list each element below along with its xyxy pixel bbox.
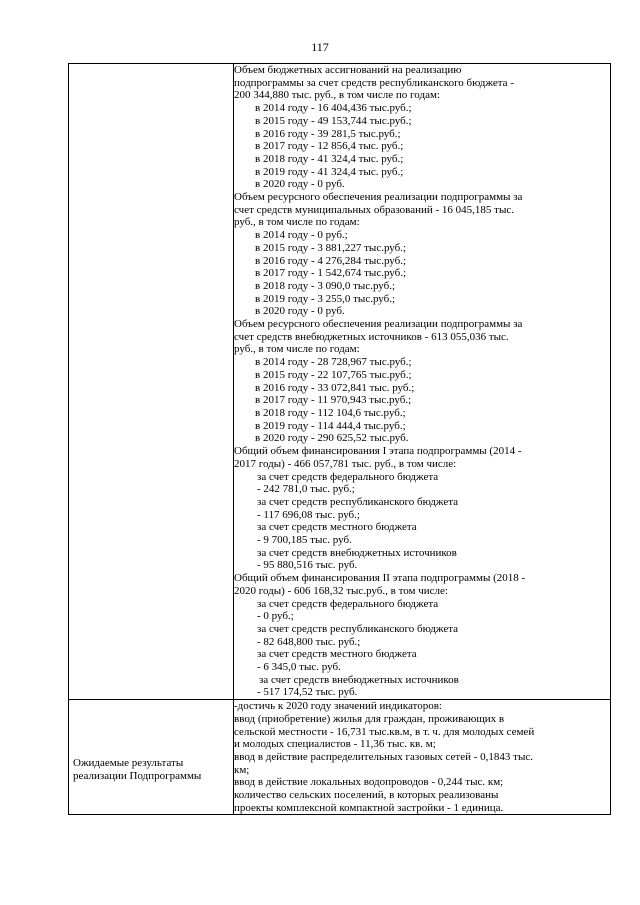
funding-text-line: - 0 руб.; — [257, 610, 294, 623]
funding-text-line: - 242 781,0 тыс. руб.; — [257, 483, 355, 496]
results-text-line: -достичь к 2020 году значений индикаторов: — [234, 700, 442, 713]
funding-text-line: Объем ресурсного обеспечения реализации подпрограммы за — [234, 318, 523, 331]
funding-text-line: в 2020 году - 290 625,52 тыс.руб. — [255, 432, 409, 445]
funding-text-line: - 82 648,800 тыс. руб.; — [257, 635, 361, 648]
funding-text-line: - 95 880,516 тыс. руб. — [257, 559, 358, 572]
funding-text-line: в 2018 году - 41 324,4 тыс. руб.; — [255, 152, 404, 165]
funding-text-line: в 2014 году - 28 728,967 тыс.руб.; — [255, 356, 412, 369]
results-text-line: ввод в действие локальных водопроводов - 0,244 тыс. км; — [234, 776, 504, 789]
funding-text-line: 200 344,880 тыс. руб., в том числе по годам: — [234, 89, 440, 102]
funding-text-line: Общий объем финансирования II этапа подпрограммы (2018 - — [234, 572, 526, 585]
funding-text-line: в 2015 году - 49 153,744 тыс.руб.; — [255, 114, 412, 127]
funding-text-line: - 6 345,0 тыс. руб. — [257, 661, 341, 674]
funding-text-line: руб., в том числе по годам: — [234, 343, 360, 356]
results-text-line: км; — [234, 763, 250, 776]
funding-text-line: в 2018 году - 112 104,6 тыс.руб.; — [255, 406, 406, 419]
row2-label-cell — [69, 700, 234, 815]
funding-text-line: в 2019 году - 3 255,0 тыс.руб.; — [255, 292, 396, 305]
funding-text-line: в 2018 году - 3 090,0 тыс.руб.; — [255, 279, 396, 292]
funding-text-line: в 2020 году - 0 руб. — [255, 305, 345, 318]
funding-text-line: 2017 годы) - 466 057,781 тыс. руб., в том числе: — [234, 457, 457, 470]
results-text-line: ввод (приобретение) жилья для граждан, проживающих в — [234, 712, 505, 725]
funding-text-line: в 2015 году - 22 107,765 тыс.руб.; — [255, 368, 412, 381]
funding-text-line: в 2017 году - 1 542,674 тыс.руб.; — [255, 267, 407, 280]
passport-table — [68, 63, 611, 815]
funding-text-line: за счет средств республиканского бюджета — [257, 622, 459, 635]
funding-text-line: за счет средств республиканского бюджета — [257, 495, 459, 508]
funding-text-line: руб., в том числе по годам: — [234, 216, 360, 229]
funding-text-line: счет средств внебюджетных источников - 613 055,036 тыс. — [234, 330, 509, 343]
row1-content-cell — [234, 64, 611, 700]
funding-text-line: в 2015 году - 3 881,227 тыс.руб.; — [255, 241, 407, 254]
funding-text-line: в 2016 году - 39 281,5 тыс.руб.; — [255, 127, 401, 140]
funding-text-line: - 517 174,52 тыс. руб. — [257, 686, 358, 699]
funding-text-line: подпрограммы за счет средств республиканского бюджета - — [234, 76, 514, 89]
funding-text-line: Объем бюджетных ассигнований на реализацию — [234, 64, 462, 76]
funding-text-line: в 2016 году - 4 276,284 тыс.руб.; — [255, 254, 407, 267]
funding-text-line: - 9 700,185 тыс. руб. — [257, 534, 352, 547]
results-text-line: сельской местности - 16,731 тыс.кв.м, в т. ч. для молодых семей — [234, 725, 535, 738]
funding-text-line: Общий объем финансирования I этапа подпрограммы (2014 - — [234, 445, 522, 458]
row1-label-cell — [69, 64, 234, 700]
funding-text-line: в 2014 году - 16 404,436 тыс.руб.; — [255, 102, 412, 115]
table-row-expected-results — [69, 700, 611, 815]
results-text-line: количество сельских поселений, в которых реализованы — [234, 789, 499, 802]
row2-content-cell — [234, 700, 611, 815]
funding-text-line: в 2019 году - 41 324,4 тыс. руб.; — [255, 165, 404, 178]
funding-text-line: в 2020 году - 0 руб. — [255, 178, 345, 191]
funding-text-line: за счет средств внебюджетных источников — [259, 673, 459, 686]
funding-text-line: 2020 годы) - 606 168,32 тыс.руб., в том числе: — [234, 584, 448, 597]
funding-text-line: за счет средств внебюджетных источников — [257, 546, 457, 559]
funding-text-line: за счет средств федерального бюджета — [257, 470, 439, 483]
results-text-line: и молодых специалистов - 11,36 тыс. кв. м; — [234, 738, 436, 751]
funding-text-line: в 2014 году - 0 руб.; — [255, 229, 348, 242]
table-row-funding — [69, 64, 611, 700]
funding-text-line: в 2017 году - 11 970,943 тыс.руб.; — [255, 394, 412, 407]
results-text-line: проекты комплексной компактной застройки - 1 единица. — [234, 801, 504, 814]
page-number: 117 — [311, 40, 329, 54]
funding-text-line: Объем ресурсного обеспечения реализации подпрограммы за — [234, 191, 523, 204]
funding-text-line: в 2017 году - 12 856,4 тыс. руб.; — [255, 140, 404, 153]
results-text-line: ввод в действие распределительных газовых сетей - 0,1843 тыс. — [234, 750, 533, 763]
funding-text-line: за счет средств местного бюджета — [257, 648, 417, 661]
funding-text-line: счет средств муниципальных образований - 16 045,185 тыс. — [234, 203, 514, 216]
funding-text-line: в 2019 году - 114 444,4 тыс.руб.; — [255, 419, 406, 432]
funding-text-line: за счет средств федерального бюджета — [257, 597, 439, 610]
expected-results-label: Ожидаемые результаты реализации Подпрограммы — [73, 757, 202, 783]
funding-text-line: в 2016 году - 33 072,841 тыс. руб.; — [255, 381, 415, 394]
funding-text-line: - 117 696,08 тыс. руб.; — [257, 508, 360, 521]
funding-text-line: за счет средств местного бюджета — [257, 521, 417, 534]
